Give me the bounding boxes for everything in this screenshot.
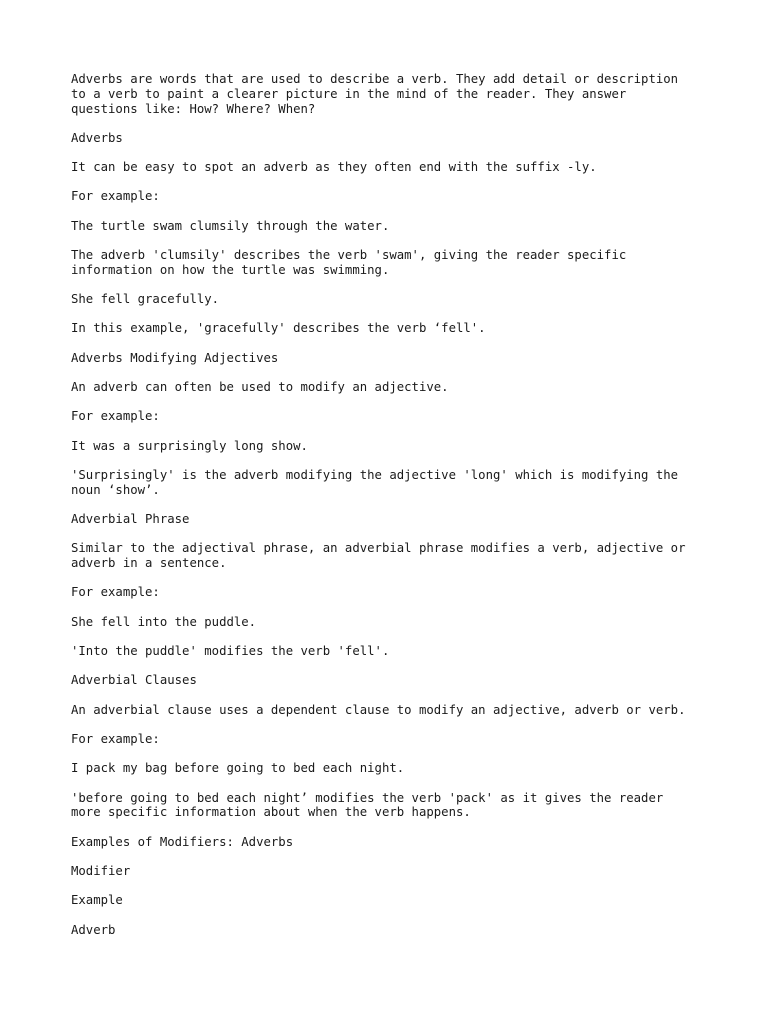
for-example-label: For example: — [71, 409, 160, 424]
explanation-into-the-puddle: 'Into the puddle' modifies the verb 'fell'. — [71, 644, 390, 659]
heading-adverbs-modifying-adjectives: Adverbs Modifying Adjectives — [71, 350, 279, 365]
table-header-example: Example — [71, 893, 123, 908]
for-example-label: For example: — [71, 731, 160, 746]
explanation-before-bed: 'before going to bed each night’ modifies the verb 'pack' as it gives the reader more specific information about when the verb happens. — [71, 790, 664, 820]
intro-paragraph: Adverbs are words that are used to describe a verb. They add detail or description to a verb to paint a clearer picture in the mind of the reader. They answer questions like: How? Where? When? — [71, 72, 679, 116]
paragraph-suffix-ly: It can be easy to spot an adverb as they often end with the suffix -ly. — [71, 160, 597, 175]
heading-examples-of-modifiers: Examples of Modifiers: Adverbs — [71, 834, 294, 849]
heading-adverbial-clauses: Adverbial Clauses — [71, 673, 197, 688]
example-sentence-pack-bag: I pack my bag before going to bed each night. — [71, 761, 405, 776]
table-header-modifier: Modifier — [71, 863, 131, 878]
heading-adverbs: Adverbs — [71, 130, 123, 145]
for-example-label: For example: — [71, 189, 160, 204]
paragraph-adverbial-clause: An adverbial clause uses a dependent clause to modify an adjective, adverb or verb. — [71, 702, 686, 717]
heading-adverbial-phrase: Adverbial Phrase — [71, 512, 190, 527]
paragraph-modify-adjective: An adverb can often be used to modify an adjective. — [71, 380, 449, 395]
explanation-surprisingly: 'Surprisingly' is the adverb modifying the adjective 'long' which is modifying the noun ‘show’. — [71, 467, 679, 497]
example-sentence-long-show: It was a surprisingly long show. — [71, 438, 308, 453]
table-cell-adverb: Adverb — [71, 922, 116, 937]
paragraph-adverbial-phrase: Similar to the adjectival phrase, an adverbial phrase modifies a verb, adjective or adverb in a sentence. — [71, 541, 686, 571]
explanation-clumsily: The adverb 'clumsily' describes the verb 'swam', giving the reader specific information on how the turtle was swimming. — [71, 248, 627, 277]
document-page — [71, 72, 711, 952]
example-sentence-turtle: The turtle swam clumsily through the water. — [71, 218, 390, 233]
example-sentence-fell-gracefully: She fell gracefully. — [71, 292, 220, 307]
for-example-label: For example: — [71, 585, 160, 600]
explanation-gracefully: In this example, 'gracefully' describes the verb ‘fell'. — [71, 321, 486, 336]
example-sentence-puddle: She fell into the puddle. — [71, 614, 257, 629]
